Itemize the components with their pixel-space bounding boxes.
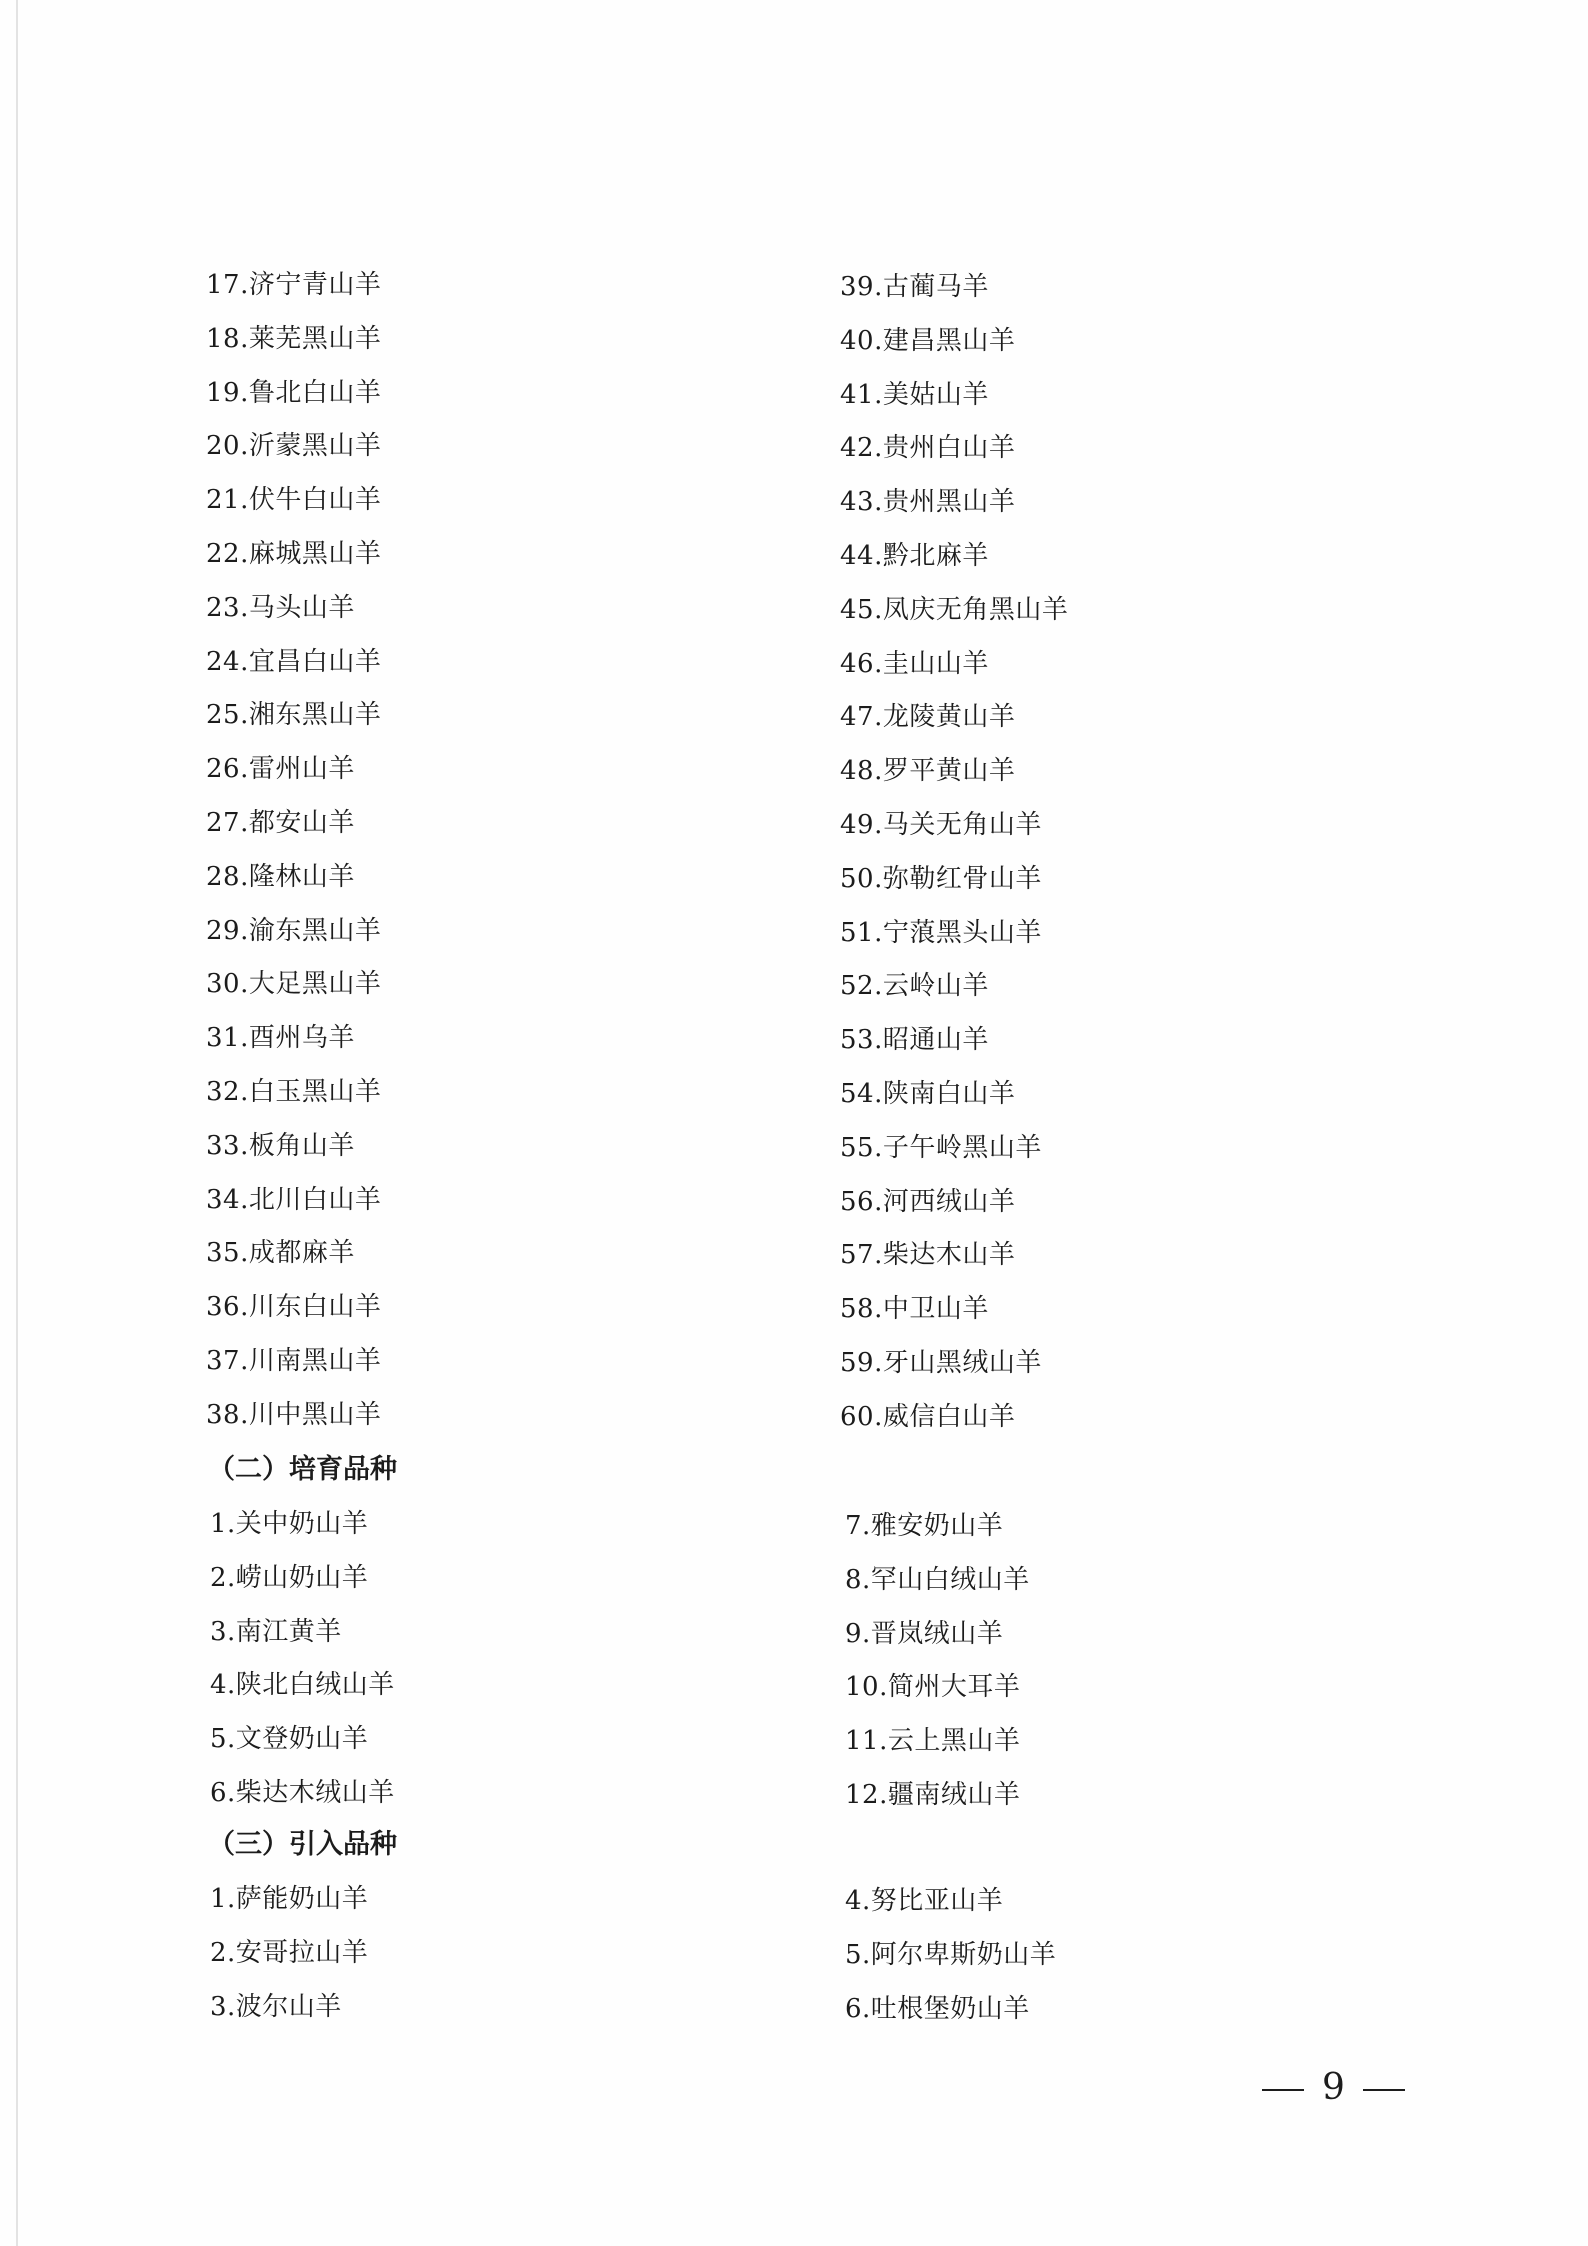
list-item: 9.晋岚绒山羊 xyxy=(845,1618,1004,1649)
list-item: 29.渝东黑山羊 xyxy=(206,915,382,946)
list-item: 60.威信白山羊 xyxy=(840,1401,1016,1432)
list-item: 8.罕山白绒山羊 xyxy=(845,1564,1030,1595)
list-item: 1.萨能奶山羊 xyxy=(210,1884,369,1914)
list-item: 23.马头山羊 xyxy=(206,592,355,623)
list-item: 17.济宁青山羊 xyxy=(206,270,382,300)
list-item: 21.伏牛白山羊 xyxy=(206,485,382,516)
section-heading-introduced-breeds: （三）引入品种 xyxy=(208,1829,397,1860)
list-item: 37.川南黑山羊 xyxy=(206,1346,382,1376)
list-item: 10.简州大耳羊 xyxy=(845,1672,1021,1703)
list-item: 45.凤庆无角黑山羊 xyxy=(840,594,1069,625)
list-item: 40.建昌黑山羊 xyxy=(840,325,1016,356)
list-item: 31.酉州乌羊 xyxy=(206,1023,355,1054)
list-item: 54.陕南白山羊 xyxy=(840,1079,1016,1109)
list-item: 7.雅安奶山羊 xyxy=(845,1511,1004,1541)
list-item: 53.昭通山羊 xyxy=(840,1025,989,1056)
list-item: 2.崂山奶山羊 xyxy=(210,1562,369,1593)
list-item: 51.宁蒗黑头山羊 xyxy=(840,917,1042,948)
scan-edge-line xyxy=(16,0,18,2246)
list-item: 3.南江黄羊 xyxy=(210,1616,342,1647)
list-item: 46.圭山山羊 xyxy=(840,648,989,679)
list-item: 42.贵州白山羊 xyxy=(840,433,1016,464)
list-item: 58.中卫山羊 xyxy=(840,1294,989,1325)
list-item: 2.安哥拉山羊 xyxy=(210,1937,369,1968)
list-item: 12.疆南绒山羊 xyxy=(845,1780,1021,1810)
page-number xyxy=(1262,2066,1405,2110)
list-item: 5.文登奶山羊 xyxy=(210,1724,369,1755)
list-item: 35.成都麻羊 xyxy=(206,1238,355,1269)
list-item: 18.莱芜黑山羊 xyxy=(206,323,382,354)
list-item: 19.鲁北白山羊 xyxy=(206,377,382,408)
list-item: 36.川东白山羊 xyxy=(206,1292,382,1323)
list-item: 4.努比亚山羊 xyxy=(845,1886,1004,1916)
list-item: 28.隆林山羊 xyxy=(206,861,355,892)
list-item: 11.云上黑山羊 xyxy=(845,1726,1021,1757)
list-item: 5.阿尔卑斯奶山羊 xyxy=(845,1939,1057,1970)
list-item: 32.白玉黑山羊 xyxy=(206,1077,382,1107)
list-item: 50.弥勒红骨山羊 xyxy=(840,863,1042,894)
list-item: 3.波尔山羊 xyxy=(210,1991,342,2022)
page-number-dash-right xyxy=(1363,2089,1405,2091)
list-item: 48.罗平黄山羊 xyxy=(840,756,1016,787)
list-item: 22.麻城黑山羊 xyxy=(206,539,382,569)
list-item: 24.宜昌白山羊 xyxy=(206,646,382,677)
list-item: 52.云岭山羊 xyxy=(840,971,989,1002)
list-item: 59.牙山黑绒山羊 xyxy=(840,1348,1042,1378)
list-item: 30.大足黑山羊 xyxy=(206,969,382,1000)
list-item: 34.北川白山羊 xyxy=(206,1184,382,1215)
list-item: 38.川中黑山羊 xyxy=(206,1399,382,1430)
list-item: 20.沂蒙黑山羊 xyxy=(206,431,382,462)
list-item: 55.子午岭黑山羊 xyxy=(840,1132,1042,1163)
list-item: 27.都安山羊 xyxy=(206,808,355,838)
page-number-value: 9 xyxy=(1322,2067,1345,2108)
list-item: 4.陕北白绒山羊 xyxy=(210,1670,395,1701)
list-item: 47.龙陵黄山羊 xyxy=(840,702,1016,733)
list-item: 43.贵州黑山羊 xyxy=(840,487,1016,518)
list-item: 41.美姑山羊 xyxy=(840,379,989,410)
list-item: 25.湘东黑山羊 xyxy=(206,700,382,731)
list-item: 6.吐根堡奶山羊 xyxy=(845,1993,1030,2024)
list-item: 57.柴达木山羊 xyxy=(840,1240,1016,1271)
list-item: 6.柴达木绒山羊 xyxy=(210,1778,395,1808)
list-item: 49.马关无角山羊 xyxy=(840,810,1042,840)
section-heading-cultivated-breeds: （二）培育品种 xyxy=(208,1454,397,1485)
page-number-dash-left xyxy=(1262,2089,1304,2091)
list-item: 33.板角山羊 xyxy=(206,1130,355,1161)
list-item: 56.河西绒山羊 xyxy=(840,1186,1016,1217)
list-item: 1.关中奶山羊 xyxy=(210,1509,369,1539)
list-item: 26.雷州山羊 xyxy=(206,754,355,785)
list-item: 44.黔北麻羊 xyxy=(840,541,989,571)
list-item: 39.古蔺马羊 xyxy=(840,272,989,302)
